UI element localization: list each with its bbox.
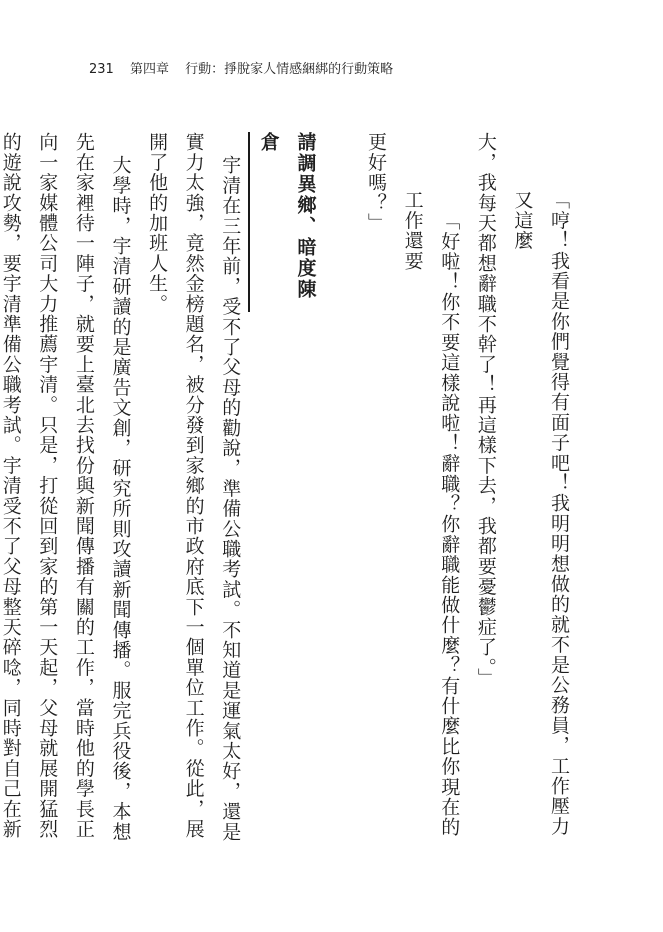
section-gap bbox=[323, 132, 357, 852]
running-head bbox=[89, 58, 405, 77]
paragraph-2: 大學時，宇清研讀的是廣告文創，研究所則攻讀新聞傳播。服完兵役後，本想先在家裡待一陣子，就要上臺北去找份與新聞傳播有關的工作，當時他的學長正向一家媒體公司大力推薦宇清。只是，打從回到家的第一天起，父母就展開猛烈的遊說攻勢，要宇清準備公職考試。宇清受不了父母整天碎唸，同時對自己在新 bbox=[0, 132, 132, 842]
body-text bbox=[0, 132, 577, 852]
quote1-line1: 「哼！我看是你們覺得有面子吧！我明明想做的就不是公務員，工作壓力又這麼 bbox=[511, 190, 570, 837]
quote1-line2: 大，我每天都想辭職不幹了！再這樣下去，我都要憂鬱症了。」 bbox=[474, 132, 497, 689]
paragraph-1: 宇清在三年前，受不了父母的勸說，準備公職考試。不知道是運氣太好，還是實力太強，竟然金榜題名，被分發到家鄉的市政府底下一個單位工作。從此，展開了他的加班人生。 bbox=[146, 132, 242, 842]
quote2-line1: 「好啦！你不要這樣說啦！辭職？你辭職能做什麼？有什麼比你現在的工作還要 bbox=[401, 190, 461, 838]
section-heading: 請調異鄉、暗度陳倉 bbox=[248, 132, 323, 312]
chapter-label: 第四章 bbox=[129, 62, 169, 77]
quote2-line2: 更好嗎？」 bbox=[365, 132, 388, 233]
page-number: 231 bbox=[89, 62, 114, 77]
chapter-title: 行動：掙脫家人情感綑綁的行動策略 bbox=[185, 62, 394, 77]
